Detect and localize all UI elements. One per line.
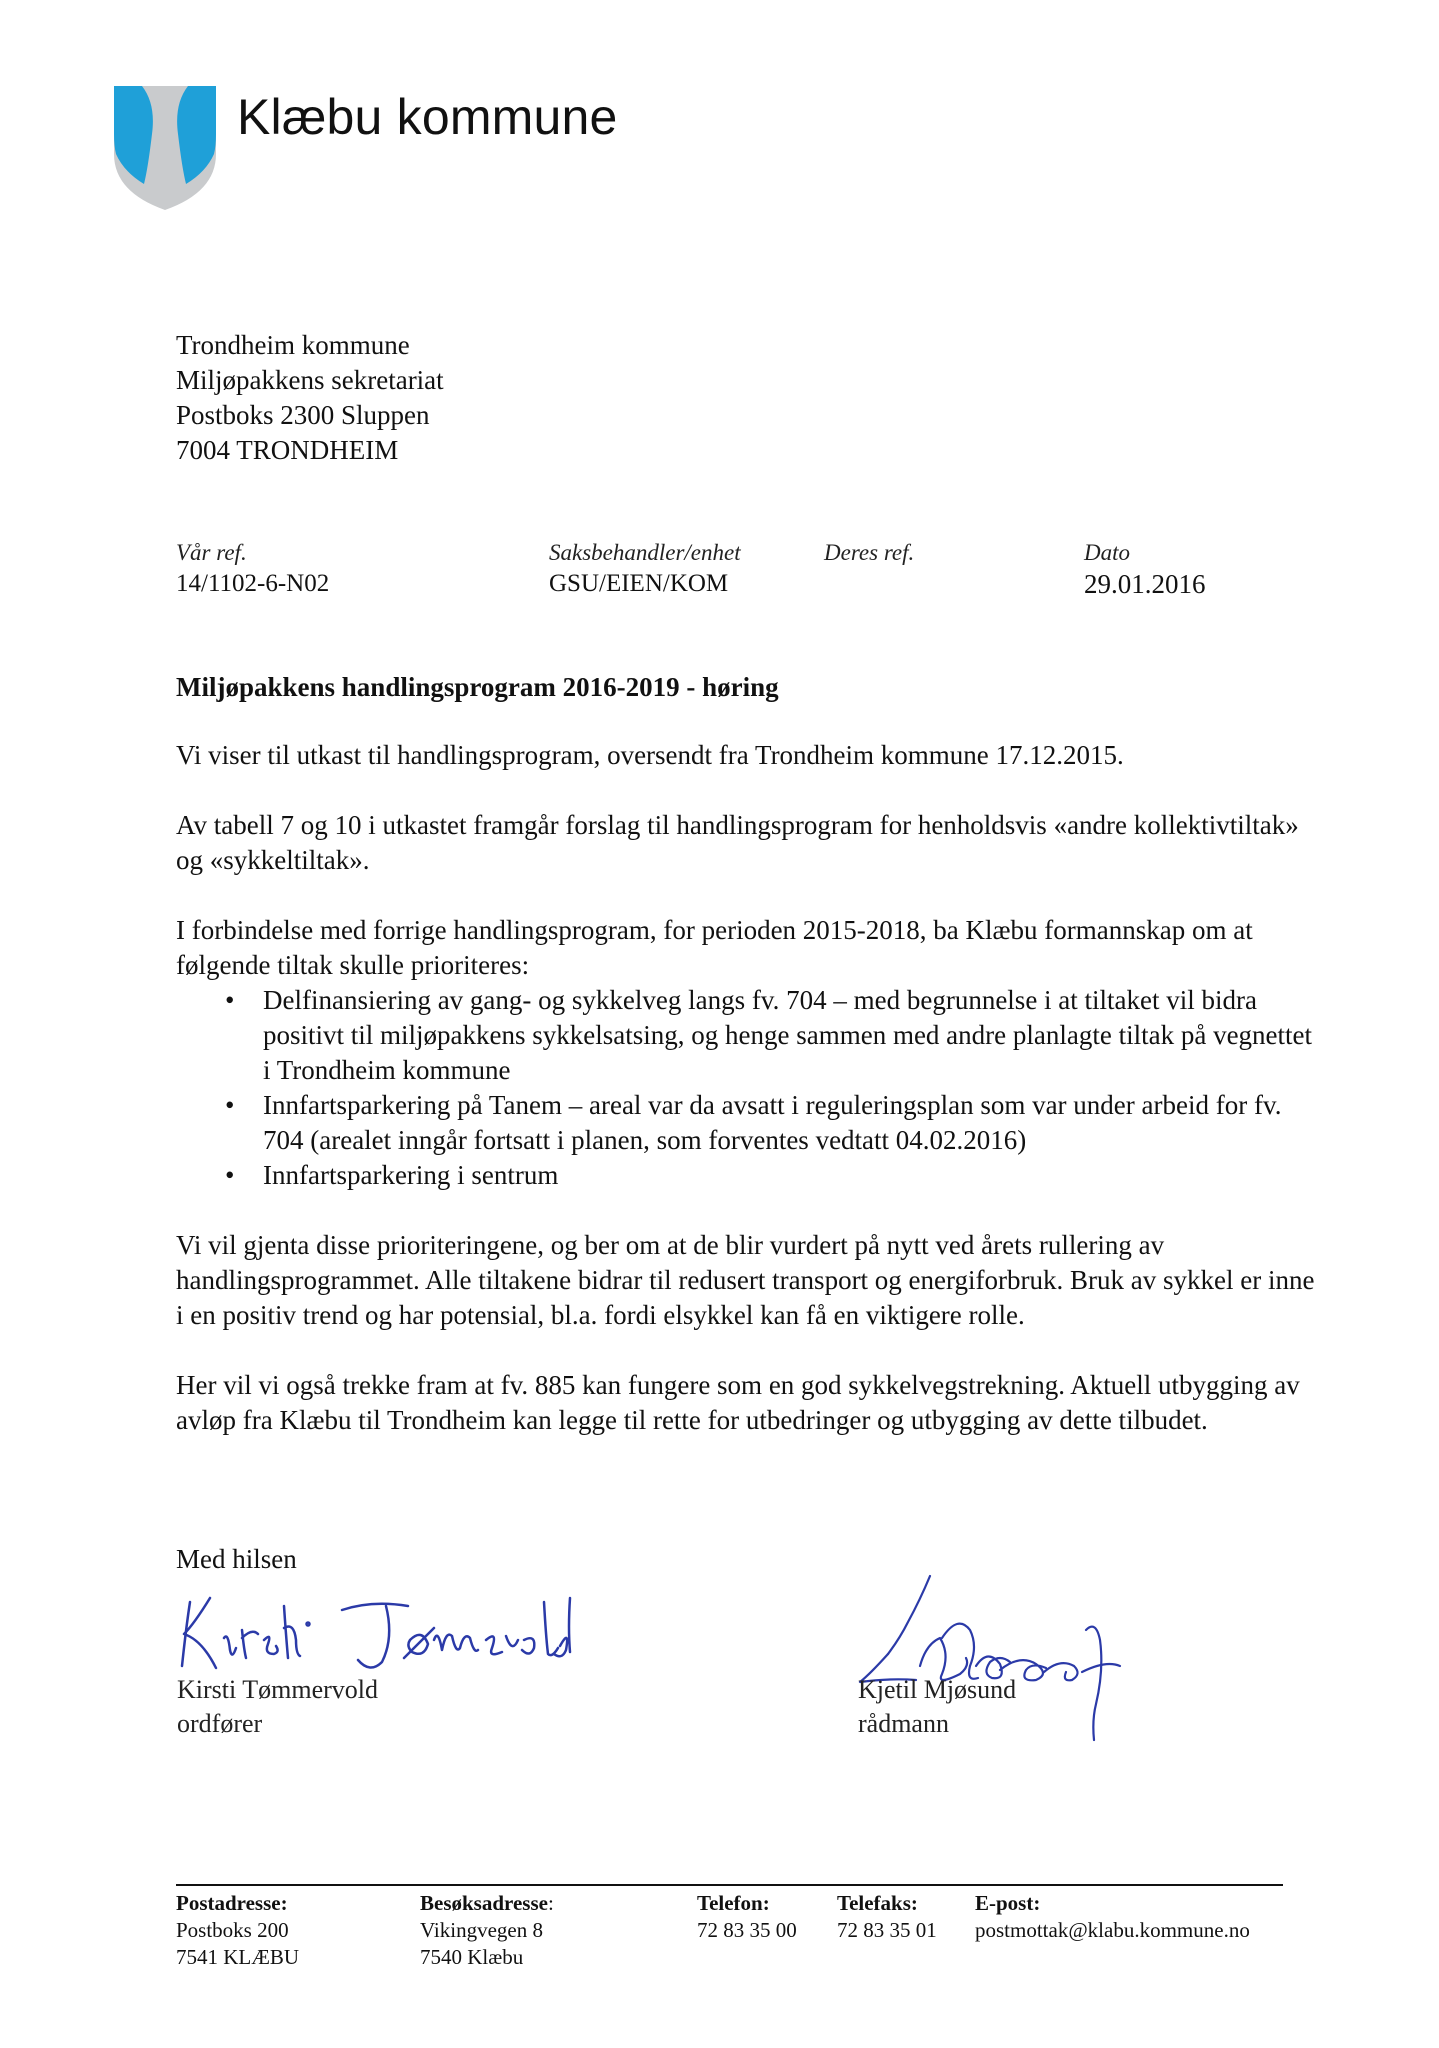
case-handler [549, 538, 741, 600]
footer-value: 72 83 35 00 [697, 1918, 797, 1942]
recipient-line: Trondheim kommune [176, 330, 410, 360]
your-ref-label: Deres ref. [824, 540, 915, 565]
recipient-address [176, 328, 444, 468]
signer-name: Kjetil Mjøsund [858, 1675, 1017, 1704]
signer-name: Kirsti Tømmervold [177, 1675, 379, 1704]
our-ref-value: 14/1102-6-N02 [176, 570, 330, 597]
klaebu-coat-of-arms-icon [112, 84, 218, 212]
paragraph: I forbindelse med forrige handlingsprogram, for perioden 2015-2018, ba Klæbu formannskap om at følgende tiltak skulle prioriteres: [176, 915, 1253, 980]
footer-label-colon: : [547, 1891, 554, 1915]
our-ref [176, 538, 329, 600]
footer-value: 7540 Klæbu [420, 1945, 524, 1969]
letter-subject: Miljøpakkens handlingsprogram 2016-2019 - høring [176, 672, 779, 702]
paragraph: Av tabell 7 og 10 i utkastet framgår forslag til handlingsprogram for henholdsvis «andre kollektivtiltak» og «sykkeltiltak». [176, 810, 1299, 875]
recipient-line: 7004 TRONDHEIM [176, 435, 399, 465]
signer-block-2 [858, 1673, 1016, 1741]
footer-divider [176, 1884, 1283, 1886]
paragraph: Her vil vi også trekke fram at fv. 885 kan fungere som en god sykkelvegstrekning. Aktuell utbygging av avløp fra Klæbu til Trondheim kan legge til rette for utbedringer og utbygging av dette tilbudet. [176, 1370, 1300, 1435]
your-ref [824, 538, 914, 568]
closing-greeting: Med hilsen [176, 1544, 297, 1574]
date [1084, 538, 1206, 600]
list-item: • Innfartsparkering på Tanem – areal var da avsatt i reguleringsplan som var under arbeid for fv. 704 (arealet inngår fortsatt i planen, som forventes vedtatt 04.02.2016) [263, 1088, 1316, 1158]
footer-phone [697, 1890, 797, 1944]
recipient-line: Postboks 2300 Sluppen [176, 400, 430, 430]
footer-label: Telefaks: [837, 1891, 918, 1915]
footer-value: Vikingvegen 8 [420, 1918, 543, 1942]
signature-kirsti-tommervold [172, 1588, 572, 1678]
footer-value: 72 83 35 01 [837, 1918, 937, 1942]
priority-list [176, 983, 1316, 1193]
case-handler-label: Saksbehandler/enhet [549, 540, 741, 565]
paragraph: Vi viser til utkast til handlingsprogram, oversendt fra Trondheim kommune 17.12.2015. [176, 740, 1124, 770]
list-item: • Innfartsparkering i sentrum [263, 1158, 1316, 1193]
municipality-name: Klæbu kommune [237, 89, 618, 145]
recipient-line: Miljøpakkens sekretariat [176, 365, 444, 395]
email-link[interactable]: postmottak@klabu.kommune.no [975, 1918, 1250, 1942]
footer-label: E-post: [975, 1891, 1041, 1915]
case-handler-value: GSU/EIEN/KOM [549, 570, 729, 597]
signer-title: rådmann [858, 1709, 949, 1738]
footer-visiting-address [420, 1890, 554, 1971]
letter-body [176, 738, 1316, 1473]
reference-row [0, 538, 1439, 608]
footer-label-row [420, 1890, 554, 1917]
footer-value: Postboks 200 [176, 1918, 289, 1942]
list-item: • Delfinansiering av gang- og sykkelveg langs fv. 704 – med begrunnelse i at tiltaket vil bidra positivt til miljøpakkens sykkelsatsing, og henge sammen med andre planlagte tiltak på vegnettet i Trondheim kommune [263, 983, 1316, 1088]
footer-email [975, 1890, 1250, 1944]
our-ref-label: Vår ref. [176, 540, 247, 565]
footer-value: 7541 KLÆBU [176, 1945, 300, 1969]
paragraph: Vi vil gjenta disse prioriteringene, og ber om at de blir vurdert på nytt ved årets rullering av handlingsprogrammet. Alle tiltakene bidrar til redusert transport og energiforbruk. Bruk av sykkel er inne i en positiv trend og har potensial, bl.a. fordi elsykkel kan få en viktigere rolle. [176, 1230, 1315, 1330]
footer-postal-address [176, 1890, 299, 1971]
footer-fax [837, 1890, 937, 1944]
signer-block-1 [177, 1673, 378, 1741]
date-value: 29.01.2016 [1084, 569, 1206, 599]
signer-title: ordfører [177, 1709, 263, 1738]
date-label: Dato [1084, 540, 1130, 565]
footer-label: Postadresse: [176, 1891, 288, 1915]
footer-label: Besøksadresse [420, 1891, 548, 1915]
footer-label: Telefon: [697, 1891, 770, 1915]
